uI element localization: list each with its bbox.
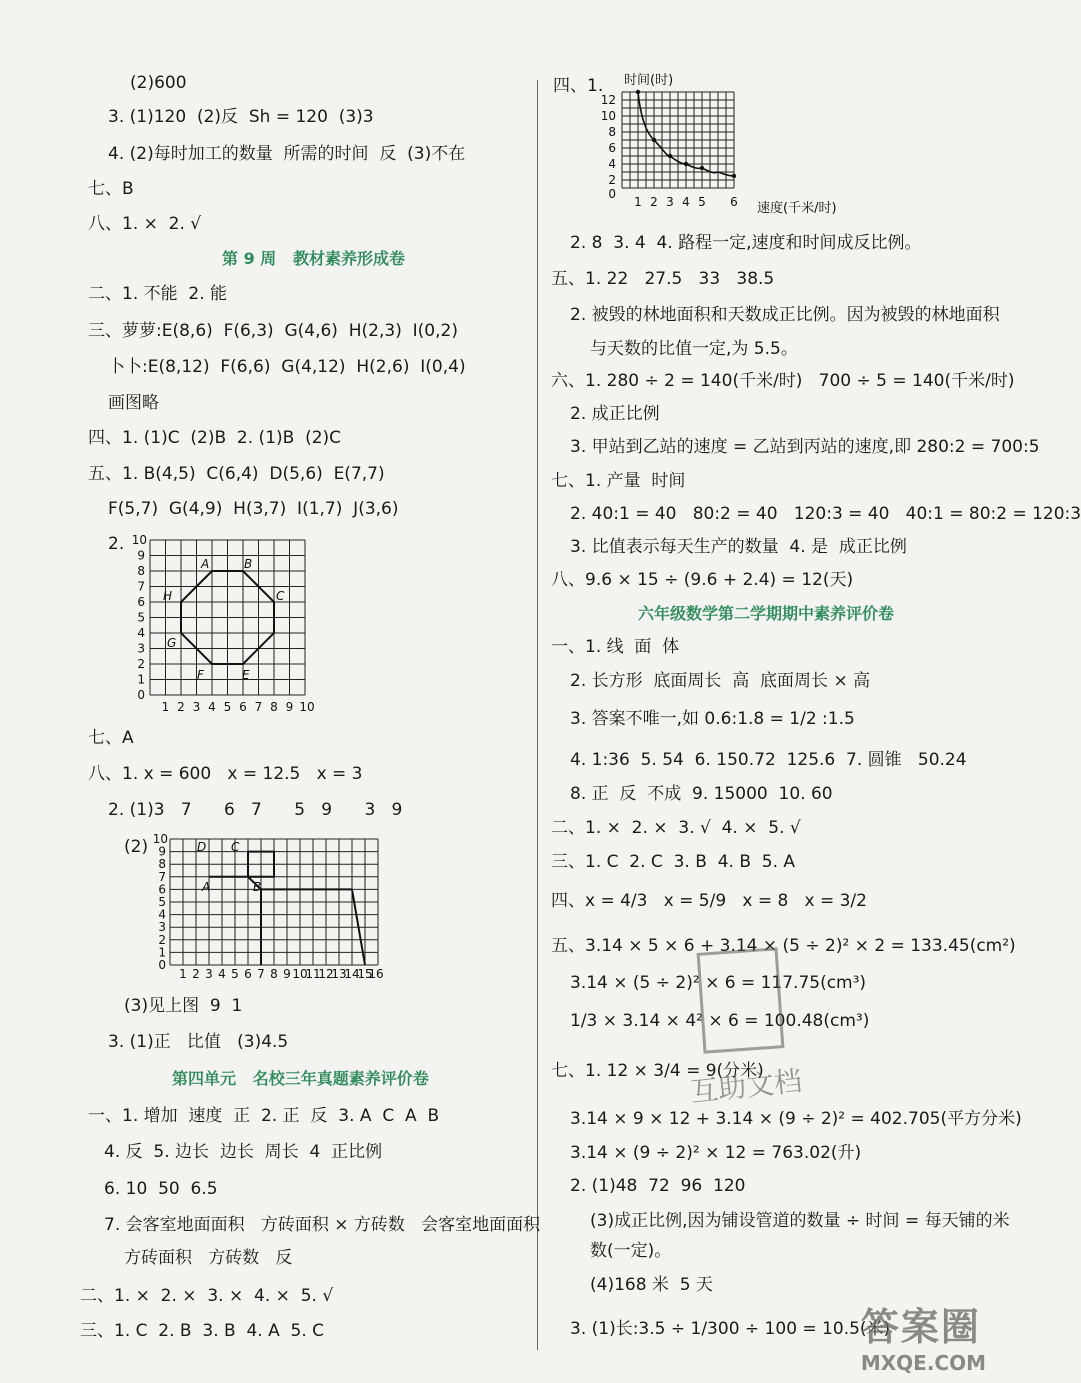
answer-line: 七、A	[88, 728, 134, 748]
answer-line: (3)成正比例,因为铺设管道的数量 ÷ 时间 = 每天铺的米	[590, 1211, 1010, 1231]
answer-line: 7. 会客室地面面积 方砖面积 × 方砖数 会客室地面面积	[104, 1215, 541, 1235]
answer-line: 二、1. 不能 2. 能	[88, 284, 228, 304]
answer-line: 八、9.6 × 15 ÷ (9.6 + 2.4) = 12(天)	[551, 570, 854, 590]
answer-line: 六、1. 280 ÷ 2 = 140(千米/时) 700 ÷ 5 = 140(千米/时)	[551, 371, 1015, 391]
answer-line: 3. 甲站到乙站的速度 = 乙站到丙站的速度,即 280:2 = 700:5	[570, 437, 1040, 457]
y-tick-label: 9	[137, 548, 145, 563]
point-label: H	[163, 589, 173, 603]
answer-line: 一、1. 增加 速度 正 2. 正 反 3. A C A B	[88, 1106, 440, 1126]
point-label: C	[231, 840, 240, 854]
x-tick-label: 1	[179, 967, 187, 981]
answer-line: 五、3.14 × 5 × 6 + 3.14 × (5 ÷ 2)² × 2 = 133.45(cm²)	[551, 936, 1016, 956]
answer-line: 2. (1)3 7 6 7 5 9 3 9	[108, 800, 403, 820]
answer-line: (4)168 米 5 天	[590, 1275, 713, 1295]
answer-line: 2. 被毁的林地面积和天数成正比例。因为被毁的林地面积	[570, 305, 1000, 325]
answer-line: 三、1. C 2. B 3. B 4. A 5. C	[80, 1321, 325, 1341]
point-label: B	[253, 880, 262, 894]
point-label: E	[242, 668, 250, 682]
y-tick-label: 4	[137, 626, 145, 640]
x-tick-label: 4	[682, 195, 690, 209]
point-label: F	[197, 668, 204, 682]
x-tick-label: 6	[244, 967, 252, 981]
x-tick-label: 10	[292, 967, 308, 981]
x-tick-label: 14	[344, 967, 360, 981]
x-tick-label: 11	[305, 967, 321, 981]
x-tick-label: 3	[666, 195, 674, 209]
answer-line: 五、1. 22 27.5 33 38.5	[551, 269, 775, 289]
handwriting-mark: 互助文档	[688, 1064, 804, 1109]
x-tick-label: 5	[223, 700, 232, 714]
y-tick-label: 3	[137, 641, 145, 656]
y-tick-label: 8	[137, 564, 145, 578]
answer-line: 6. 10 50 6.5	[104, 1179, 218, 1199]
answer-line: 五、1. B(4,5) C(6,4) D(5,6) E(7,7)	[88, 464, 385, 484]
section-title: 第四单元 名校三年真题素养评价卷	[172, 1069, 429, 1088]
x-tick-label: 8	[270, 967, 278, 981]
point-label: A	[202, 880, 211, 894]
x-tick-label: 1	[634, 195, 642, 209]
answer-line: 2. (1)48 72 96 120	[570, 1176, 746, 1196]
y-tick-label: 6	[137, 595, 145, 609]
curve-point	[684, 162, 688, 166]
x-tick-label: 3	[192, 700, 201, 714]
answer-line: 1/3 × 3.14 × 4² × 6 = 100.48(cm³)	[570, 1011, 870, 1031]
answer-line: 方砖面积 方砖数 反	[124, 1248, 293, 1268]
y-tick-label: 5	[137, 610, 145, 625]
answer-line: 卜卜:E(8,12) F(6,6) G(4,12) H(2,6) I(0,4)	[108, 357, 466, 377]
answer-line: F(5,7) G(4,9) H(3,7) I(1,7) J(3,6)	[108, 499, 399, 519]
answer-line: 四、1.	[553, 76, 604, 96]
x-tick-label: 5	[698, 195, 706, 209]
octagon-grid-graph	[125, 532, 325, 722]
y-tick-label: 9	[158, 844, 166, 859]
y-tick-label: 2	[608, 173, 616, 187]
x-tick-label: 7	[257, 967, 265, 981]
curve-point	[636, 90, 640, 94]
answer-line: 二、1. × 2. × 3. × 4. × 5. √	[80, 1286, 334, 1306]
answer-line: 4. 1:36 5. 54 6. 150.72 125.6 7. 圆锥 50.24	[570, 750, 967, 770]
answer-line: 2. 长方形 底面周长 高 底面周长 × 高	[570, 671, 871, 691]
x-tick-label: 2	[650, 195, 658, 209]
y-tick-label: 0	[137, 688, 145, 702]
curve-point	[700, 166, 704, 170]
y-tick-label: 8	[608, 125, 616, 139]
y-tick-label: 6	[158, 882, 166, 897]
y-tick-label: 10	[152, 832, 168, 846]
column-divider	[537, 80, 538, 1350]
curve-point	[668, 154, 672, 158]
curve-point	[652, 138, 656, 142]
y-tick-label: 2	[158, 932, 166, 947]
y-tick-label: 3	[158, 920, 166, 935]
answer-line: 4. 反 5. 边长 边长 周长 4 正比例	[104, 1142, 383, 1162]
answer-line: 八、1. x = 600 x = 12.5 x = 3	[88, 764, 363, 784]
time-speed-graph	[592, 70, 867, 224]
y-tick-label: 0	[158, 958, 166, 972]
y-tick-label: 10	[600, 109, 616, 123]
curve-point	[732, 174, 736, 178]
answer-line: 3. (1)正 比值 (3)4.5	[108, 1032, 289, 1052]
section-title: 第 9 周 教材素养形成卷	[222, 249, 405, 268]
path-grid-graph	[145, 832, 384, 987]
y-tick-label: 10	[131, 533, 147, 547]
y-tick-label: 7	[137, 579, 145, 594]
point-label: A	[201, 557, 210, 571]
answer-line: (2)	[124, 837, 149, 857]
x-tick-label: 2	[177, 700, 185, 714]
answer-line: 三、萝萝:E(8,6) F(6,3) G(4,6) H(2,3) I(0,2)	[88, 321, 458, 341]
y-tick-label: 6	[608, 141, 616, 155]
answer-line: 3. (1)120 (2)反 Sh = 120 (3)3	[108, 107, 374, 127]
answer-line: 3. (1)长:3.5 ÷ 1/300 ÷ 100 = 10.5(米)	[570, 1319, 891, 1339]
point-label: B	[244, 557, 253, 571]
watermark-url: MXQE.COM	[860, 1351, 986, 1375]
answer-line: 七、1. 12 × 3/4 = 9(分米)	[551, 1061, 764, 1081]
x-tick-label: 9	[285, 700, 294, 714]
x-tick-label: 13	[331, 967, 347, 981]
answer-line: 画图略	[108, 393, 159, 413]
answer-line: 七、B	[88, 179, 134, 199]
answer-line: 2. 8 3. 4 4. 路程一定,速度和时间成反比例。	[570, 233, 922, 253]
answer-line: 2. 成正比例	[570, 404, 660, 424]
y-tick-label: 1	[158, 945, 166, 960]
answer-line: 二、1. × 2. × 3. √ 4. × 5. √	[551, 818, 801, 838]
answer-line: 三、1. C 2. C 3. B 4. B 5. A	[551, 852, 796, 872]
y-tick-label: 7	[158, 869, 166, 884]
x-tick-label: 8	[270, 700, 278, 714]
x-tick-label: 9	[283, 967, 291, 981]
y-tick-label: 8	[158, 857, 166, 872]
x-axis-label: 速度(千米/时)	[757, 201, 837, 216]
answer-line: 3.14 × (5 ÷ 2)² × 6 = 117.75(cm³)	[570, 973, 867, 993]
answer-line: 2. 40:1 = 40 80:2 = 40 120:3 = 40 40:1 = 80:2 = 120:3	[570, 504, 1081, 524]
x-tick-label: 5	[231, 967, 239, 981]
x-tick-label: 3	[205, 967, 213, 981]
x-tick-label: 16	[368, 967, 384, 981]
point-label: G	[167, 636, 177, 650]
x-tick-label: 1	[161, 700, 170, 714]
answer-line: 一、1. 线 面 体	[551, 637, 680, 657]
x-tick-label: 6	[239, 700, 247, 714]
y-tick-label: 1	[137, 672, 145, 687]
y-tick-label: 5	[158, 895, 166, 909]
x-tick-label: 4	[218, 967, 226, 981]
answer-line: 3. 比值表示每天生产的数量 4. 是 成正比例	[570, 537, 907, 557]
answer-line: 数(一定)。	[590, 1241, 672, 1261]
y-tick-label: 4	[608, 157, 616, 171]
y-tick-label: 0	[608, 187, 616, 201]
site-watermark	[861, 1296, 986, 1375]
y-tick-label: 2	[137, 657, 145, 671]
x-tick-label: 2	[192, 967, 200, 981]
x-tick-label: 4	[208, 700, 216, 714]
answer-line: 七、1. 产量 时间	[551, 471, 686, 491]
x-tick-label: 15	[357, 967, 373, 981]
stamp-mark	[697, 947, 785, 1053]
y-tick-label: 12	[600, 93, 616, 107]
point-label: D	[197, 840, 207, 854]
answer-line: 3.14 × (9 ÷ 2)² × 12 = 763.02(升)	[570, 1143, 862, 1163]
x-tick-label: 7	[254, 700, 263, 714]
answer-line: 四、1. (1)C (2)B 2. (1)B (2)C	[88, 428, 342, 448]
answer-line: 4. (2)每时加工的数量 所需的时间 反 (3)不在	[108, 144, 466, 164]
answer-line: (2)600	[130, 73, 187, 93]
answer-line: (3)见上图 9 1	[124, 996, 243, 1016]
answer-line: 四、x = 4/3 x = 5/9 x = 8 x = 3/2	[551, 891, 867, 911]
x-tick-label: 10	[299, 700, 315, 714]
y-axis-label: 时间(时)	[624, 73, 674, 88]
answer-line: 3. 答案不唯一,如 0.6:1.8 = 1/2 :1.5	[570, 709, 855, 729]
answer-line: 2.	[108, 534, 125, 554]
answer-line: 3.14 × 9 × 12 + 3.14 × (9 ÷ 2)² = 402.705(平方分米)	[570, 1109, 1022, 1129]
x-tick-label: 12	[318, 967, 334, 981]
answer-line: 八、1. × 2. √	[88, 214, 202, 234]
point-label: C	[276, 589, 285, 603]
watermark-title: 答案圈	[860, 1305, 981, 1349]
answer-line: 8. 正 反 不成 9. 15000 10. 60	[570, 784, 833, 804]
answer-line: 与天数的比值一定,为 5.5。	[590, 339, 798, 359]
y-tick-label: 4	[158, 907, 166, 922]
section-title: 六年级数学第二学期期中素养评价卷	[638, 604, 895, 623]
x-tick-label: 6	[730, 195, 738, 209]
